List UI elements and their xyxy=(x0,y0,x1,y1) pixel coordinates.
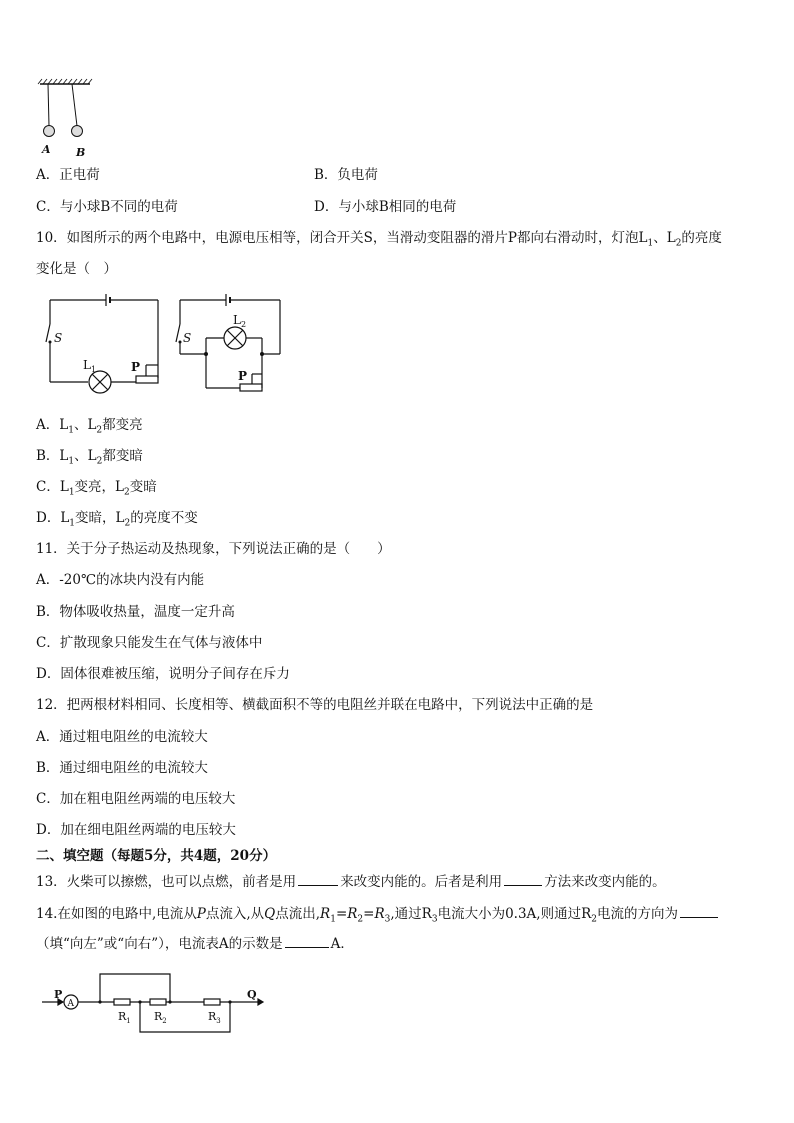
label-s-right: S xyxy=(183,331,192,345)
q10-option-c: C．$L_1$变亮，$L_2$变暗 xyxy=(36,479,157,498)
q10-circuit-figure xyxy=(40,290,290,400)
label-p-right: P xyxy=(238,369,248,383)
svg-text:L1 xyxy=(83,358,96,374)
svg-text:L2 xyxy=(233,313,246,329)
section-title: 二、填空题（每题5分，共4题，20分） xyxy=(36,848,277,864)
svg-text:R3 xyxy=(208,1010,221,1025)
label-p-left: P xyxy=(131,360,141,374)
q10-option-d: D．$L_1$变暗，$L_2$的亮度不变 xyxy=(36,510,198,529)
label-r1-sub: 1 xyxy=(126,1017,131,1025)
label-s-left: S xyxy=(54,331,63,345)
label-l1: L xyxy=(83,358,91,372)
label-r2-sub: 2 xyxy=(162,1017,167,1025)
label-r2: R xyxy=(154,1010,163,1023)
q10-stem: 10．如图所示的两个电路中，电源电压相等，闭合开关S，当滑动变阻器的滑片P都向右滑动时，灯泡$L_1$、$L_2$的亮度 xyxy=(36,230,722,249)
label-r3: R xyxy=(208,1010,217,1023)
label-l2-sub: 2 xyxy=(240,320,247,329)
q9-option-a: A．正电荷 xyxy=(36,167,100,183)
q12-stem: 12．把两根材料相同、长度相等、横截面积不等的电阻丝并联在电路中，下列说法中正确的是 xyxy=(36,697,594,713)
q9-option-d: D．与小球B相同的电荷 xyxy=(314,199,457,215)
label-l1-sub: 1 xyxy=(90,365,97,374)
svg-text:R2 xyxy=(154,1010,167,1025)
q9-option-b: B．负电荷 xyxy=(314,167,378,183)
q13-blank-2[interactable] xyxy=(504,873,542,886)
q13-stem: 13．火柴可以擦燃，也可以点燃，前者是用 来改变内能的。后者是利用 方法来改变内能的。 xyxy=(36,874,666,890)
label-r3-sub: 3 xyxy=(216,1017,221,1025)
q11-stem: 11．关于分子热运动及热现象，下列说法正确的是（ ） xyxy=(36,541,391,557)
q9-option-c: C．与小球B不同的电荷 xyxy=(36,199,178,215)
label-r1: R xyxy=(118,1010,127,1023)
q12-option-b: B．通过细电阻丝的电流较大 xyxy=(36,760,208,776)
label-p: P xyxy=(54,988,63,1001)
q13-blank-1[interactable] xyxy=(298,873,338,886)
q11-option-d: D．固体很难被压缩，说明分子间存在斥力 xyxy=(36,666,290,682)
q14-circuit-figure xyxy=(40,970,280,1040)
q12-option-c: C．加在粗电阻丝两端的电压较大 xyxy=(36,791,236,807)
q11-option-c: C．扩散现象只能发生在气体与液体中 xyxy=(36,635,263,651)
q11-option-a: A．-20℃的冰块内没有内能 xyxy=(36,572,205,588)
q14-stem: 14.在如图的电路中,电流从P点流入,从Q点流出$,R_1=R_2=R_3$,通过$R_3$电流大小为0.3A,则通过$R_2$电流的方向为 xyxy=(36,905,720,923)
q9-pendulum-figure xyxy=(36,78,96,160)
label-ammeter: A xyxy=(67,999,74,1009)
svg-text:R1 xyxy=(118,1010,131,1025)
label-l2: L xyxy=(233,313,241,327)
q10-stem-line2: 变化是（ ） xyxy=(36,261,117,277)
q11-option-b: B．物体吸收热量，温度一定升高 xyxy=(36,604,235,620)
label-a: A xyxy=(42,143,51,156)
q14-stem-line2: （填“向左”或“向右”），电流表A的示数是 A． xyxy=(36,936,354,952)
q10-option-a: A．$L_1$、$L_2$都变亮 xyxy=(36,417,143,436)
q10-option-b: B．$L_1$、$L_2$都变暗 xyxy=(36,448,143,467)
q12-option-d: D．加在细电阻丝两端的电压较大 xyxy=(36,822,236,838)
q14-blank-2[interactable] xyxy=(285,935,329,948)
label-b: B xyxy=(76,146,86,159)
q14-blank-1[interactable] xyxy=(680,905,718,918)
label-q: Q xyxy=(247,988,257,1001)
q12-option-a: A．通过粗电阻丝的电流较大 xyxy=(36,729,208,745)
